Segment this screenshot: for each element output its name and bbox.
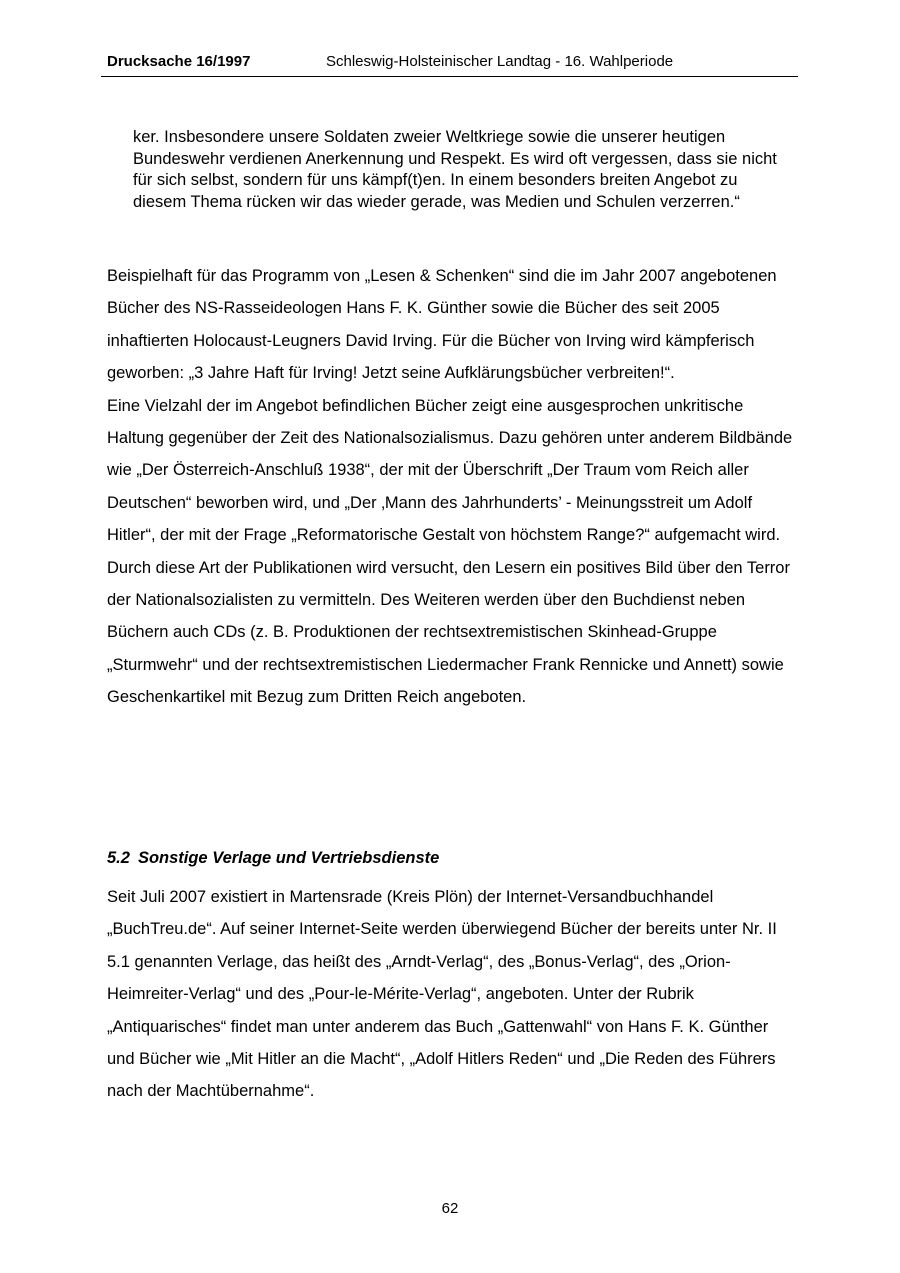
section-text	[107, 881, 795, 1108]
section-heading	[107, 846, 439, 870]
section-number: 5.2	[107, 849, 130, 867]
page-number: 62	[441, 1200, 459, 1217]
paragraph: Seit Juli 2007 existiert in Martensrade (Kreis Plön) der Internet-Versandbuchhandel „BuchTreu.de“. Auf seiner Internet-Seite werden überwiegend Bücher der bereits unter Nr. II 5.1 genannten Verlage, das heißt des „Arndt-Verlag“, des „Bonus-Verlag“, des „Orion-Heimreiter-Verlag“ und des „Pour-le-Mérite-Verlag“, angeboten. Unter der Rubrik „Antiquarisches“ findet man unter anderem das Buch „Gattenwahl“ von Hans F. K. Günther und Bücher wie „Mit Hitler an die Macht“, „Adolf Hitlers Reden“ und „Die Reden des Führers nach der Machtübernahme“.	[107, 888, 777, 1101]
quote-block	[133, 127, 793, 213]
document-number: Drucksache 16/1997	[107, 53, 251, 70]
section-title: Sonstige Verlage und Vertriebsdienste	[137, 849, 440, 867]
paragraph: Eine Vielzahl der im Angebot befindlichen Bücher zeigt eine ausgesprochen unkritische Haltung gegenüber der Zeit des Nationalsozialismus. Dazu gehören unter anderem Bildbände wie „Der Österreich-Anschluß 1938“, der mit der Überschrift „Der Traum vom Reich aller Deutschen“ beworben wird, und „Der ‚Mann des Jahrhunderts’ - Meinungsstreit um Adolf Hitler“, der mit der Frage „Reformatorische Gestalt von höchstem Range?“ aufgemacht wird.	[107, 396, 793, 545]
quote-text: ker. Insbesondere unsere Soldaten zweier Weltkriege sowie die unserer heutigen Bundeswehr verdienen Anerkennung und Respekt. Es wird oft vergessen, dass sie nicht für sich selbst, sondern für uns kämpf(t)en. In einem besonders breiten Angebot zu diesem Thema rücken wir das wieder gerade, was Medien und Schulen verzerren.“	[133, 128, 777, 211]
header-title: Schleswig-Holsteinischer Landtag - 16. Wahlperiode	[326, 53, 674, 70]
paragraph: Beispielhaft für das Programm von „Lesen & Schenken“ sind die im Jahr 2007 angebotenen Bücher des NS-Rasseideologen Hans F. K. Günther sowie die Bücher des seit 2005 inhaftierten Holocaust-Leugners David Irving. Für die Bücher von Irving wird kämpferisch geworben: „3 Jahre Haft für Irving! Jetzt seine Aufklärungsbücher verbreiten!“.	[107, 267, 777, 383]
paragraph: Durch diese Art der Publikationen wird versucht, den Lesern ein positives Bild über den Terror der Nationalsozialisten zu vermitteln. Des Weiteren werden über den Buchdienst neben Büchern auch CDs (z. B. Produktionen der rechtsextremistischen Skinhead-Gruppe „Sturmwehr“ und der rechtsextremistischen Liedermacher Frank Rennicke und Annett) sowie Geschenkartikel mit Bezug zum Dritten Reich angeboten.	[107, 558, 790, 707]
page-header	[101, 52, 798, 77]
main-text	[107, 260, 795, 714]
